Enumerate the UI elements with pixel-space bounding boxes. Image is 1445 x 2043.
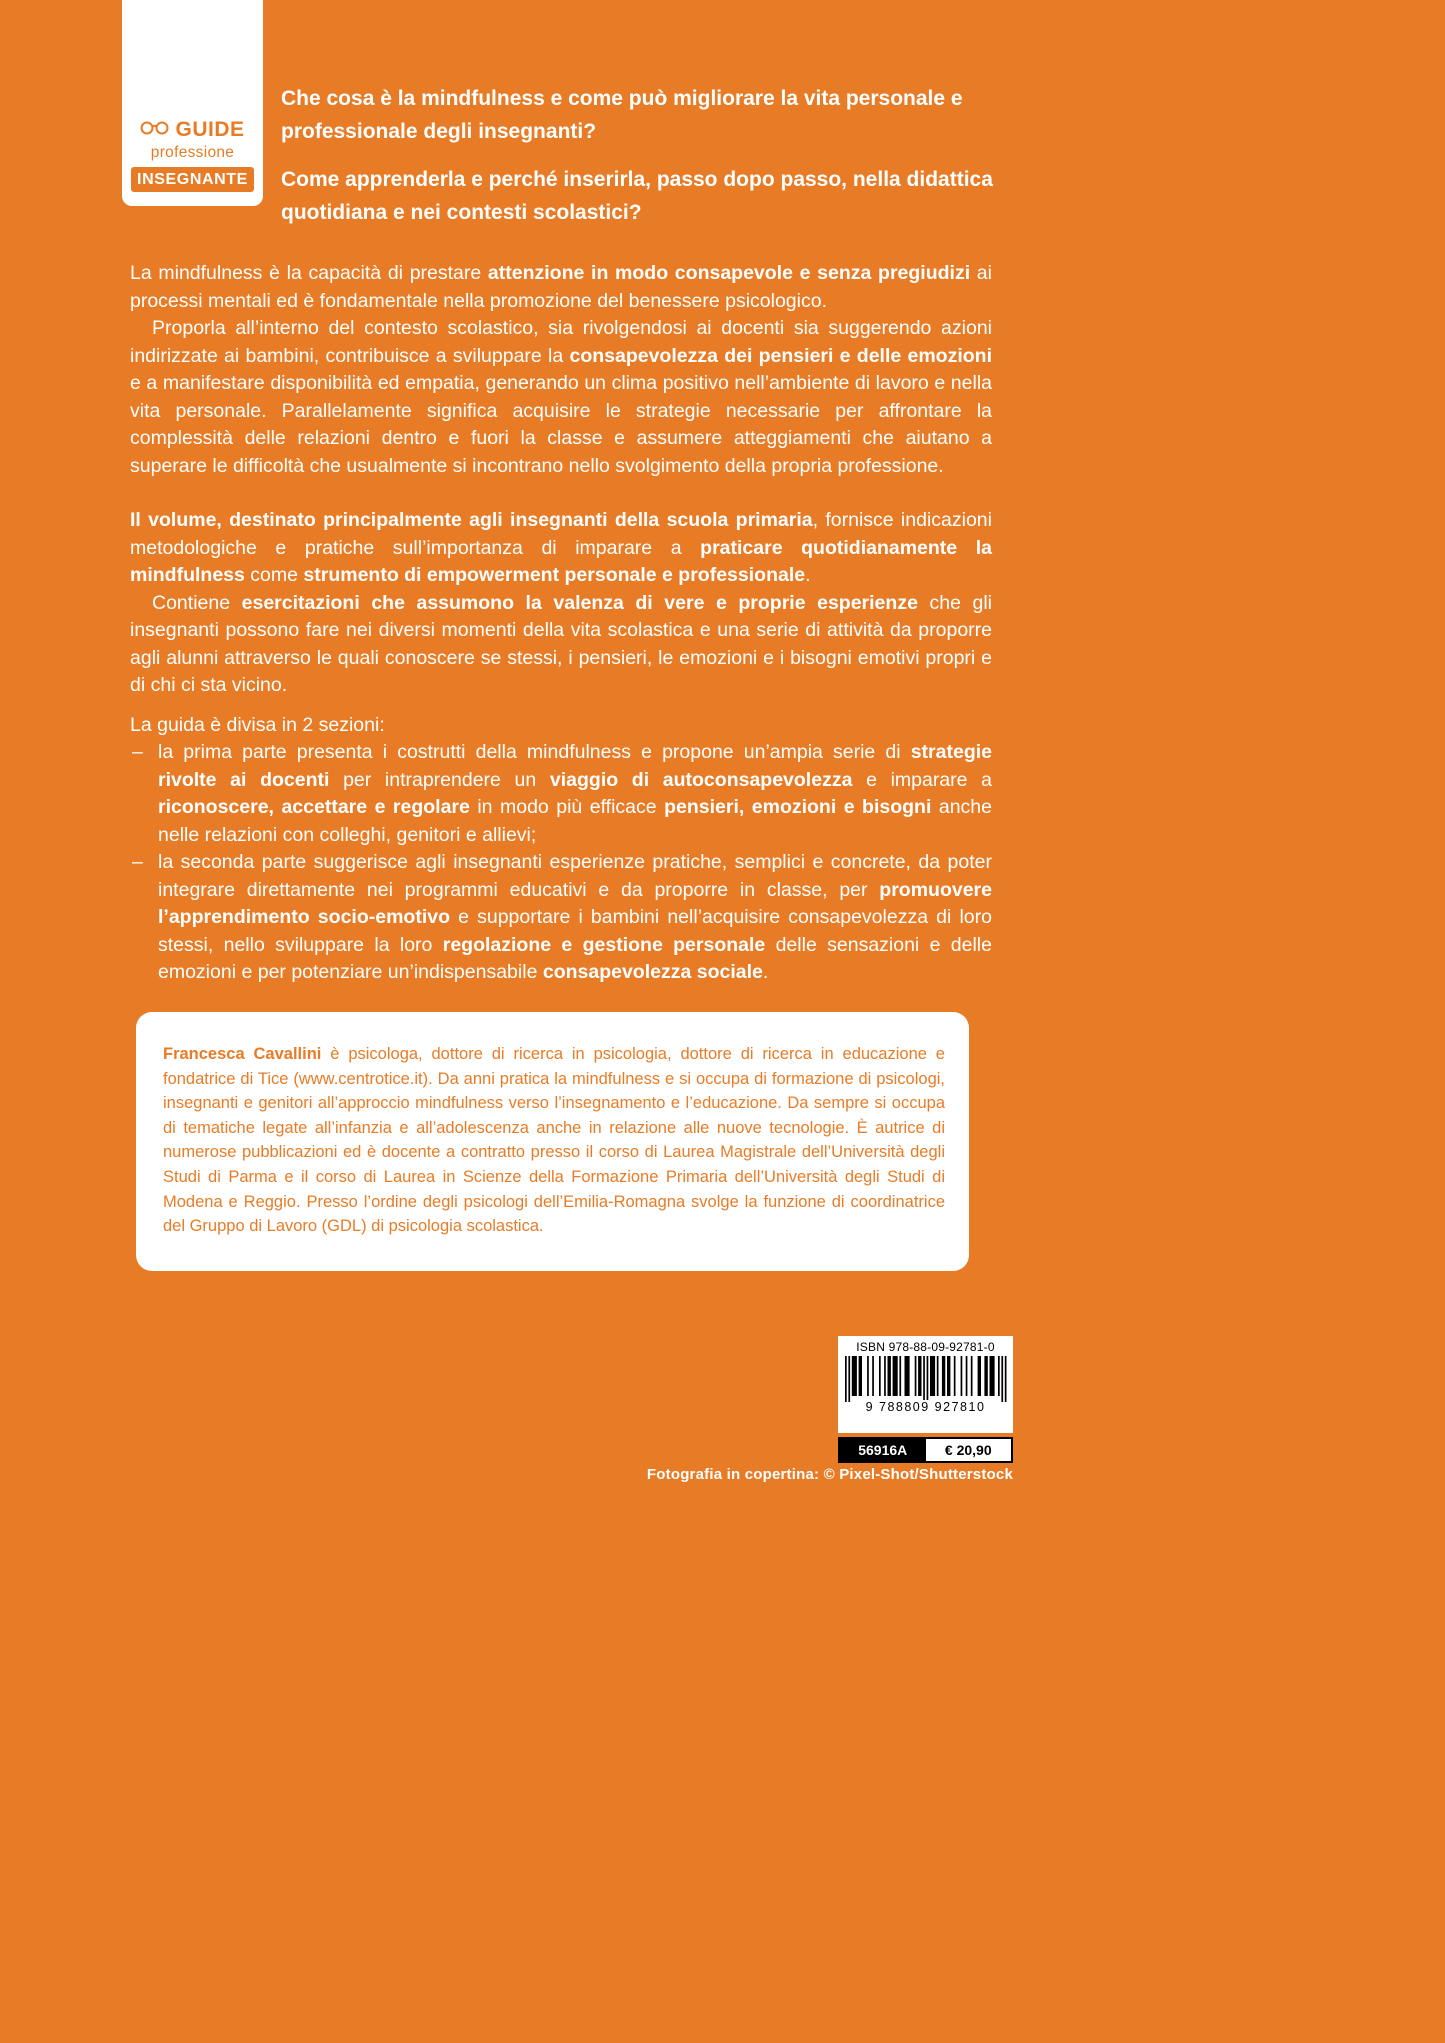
barcode-icon — [845, 1356, 1007, 1402]
bullet-text: la seconda parte suggerisce agli insegnanti esperienze pratiche, semplici e concrete, da poter integrare direttamente nei programmi educativi e da proporre in classe, per promuovere l’apprendimento socio-emotivo e supportare i bambini nell’acquisire consapevolezza di loro stessi, nello sviluppare la loro regolazione e gestione personale delle sensazioni e delle emozioni e per potenziare un’indispensabile consapevolezza sociale. — [158, 851, 992, 983]
bullet-dash: – — [132, 741, 143, 763]
publisher-logo — [122, 0, 263, 206]
bullet-dash: – — [132, 851, 143, 873]
author-bio-box — [136, 1012, 969, 1271]
paragraph-volume: Il volume, destinato principalmente agli insegnanti della scuola primaria, fornisce indicazioni metodologiche e pratiche sull’importanza di imparare a praticare quotidianamente la mindfulness come strumento di empowerment personale e professionale. — [130, 509, 992, 586]
paragraph-exercises: Contiene esercitazioni che assumono la valenza di vere e proprie esperienze che gli insegnanti possono fare nei diversi momenti della vita scolastica e una serie di attività da proporre agli alunni attraverso le quali conoscere se stessi, i pensieri, le emozioni e i bisogni emotivi propri e di chi ci sta vicino. — [130, 591, 992, 696]
logo-professione-text: professione — [150, 144, 235, 161]
list-item-part-two — [130, 849, 992, 987]
book-description — [130, 260, 992, 987]
barcode-box — [838, 1336, 1013, 1433]
cover-questions — [281, 82, 1005, 244]
logo-guide-row — [140, 118, 244, 142]
product-code: 56916A — [840, 1439, 926, 1461]
isbn-label: ISBN 978-88-09-92781-0 — [856, 1340, 995, 1354]
question-1: Che cosa è la mindfulness e come può migliorare la vita personale e professionale degli insegnanti? — [281, 87, 963, 143]
price: € 20,90 — [944, 1442, 992, 1458]
list-item-part-one — [130, 739, 992, 849]
logo-guide-text: GUIDE — [175, 118, 245, 141]
barcode-digits: 9 788809 927810 — [865, 1400, 986, 1414]
photo-credit: Fotografia in copertina: © Pixel-Shot/Shutterstock — [646, 1466, 1013, 1483]
glasses-icon — [140, 120, 170, 140]
logo-insegnante-text: INSEGNANTE — [131, 167, 254, 192]
paragraph-mindfulness-definition: La mindfulness è la capacità di prestare attenzione in modo consapevole e senza pregiudizi ai processi mentali ed è fondamentale nella promozione del benessere psicologico. — [130, 262, 992, 312]
sections-intro: La guida è divisa in 2 sezioni: — [130, 713, 385, 736]
paragraph-school-context: Proporla all’interno del contesto scolastico, sia rivolgendosi ai docenti sia suggerendo azioni indirizzate ai bambini, contribuisce a sviluppare la consapevolezza dei pensieri e delle emozioni e a manifestare disponibilità ed empatia, generando un clima positivo nell’ambiente di lavoro e nella vita personale. Parallelamente significa acquisire le strategie necessarie per affrontare la complessità delle relazioni dentro e fuori la classe e assumere atteggiamenti che aiutano a superare le difficoltà che usualmente si incontrano nello svolgimento della propria professione. — [130, 317, 992, 477]
bullet-text: la prima parte presenta i costrutti della mindfulness e propone un’ampia serie di strategie rivolte ai docenti per intraprendere un viaggio di autoconsapevolezza e imparare a riconoscere, accettare e regolare in modo più efficace pensieri, emozioni e bisogni anche nelle relazioni con colleghi, genitori e allievi; — [158, 741, 992, 846]
author-bio: Francesca Cavallini è psicologa, dottore di ricerca in psicologia, dottore di ricerca in educazione e fondatrice di Tice (www.centrotice.it). Da anni pratica la mindfulness e si occupa di formazione di psicologi, insegnanti e genitori all’approccio mindfulness verso l’insegnamento e l’educazione. Da sempre si occupa di tematiche legate all’infanzia e all’adolescenza anche in relazione alle nuove tecnologie. È autrice di numerose pubblicazioni ed è docente a contratto presso il corso di Laurea Magistrale dell’Università degli Studi di Parma e il corso di Laurea in Scienze della Formazione Primaria dell’Università degli Studi di Modena e Reggio. Presso l’ordine degli psicologi dell’Emilia-Romagna svolge la funzione di coordinatrice del Gruppo di Lavoro (GDL) di psicologia scolastica. — [163, 1045, 945, 1236]
price-strip — [838, 1437, 1013, 1463]
question-2: Come apprenderla e perché inserirla, passo dopo passo, nella didattica quotidiana e nei contesti scolastici? — [281, 168, 993, 224]
